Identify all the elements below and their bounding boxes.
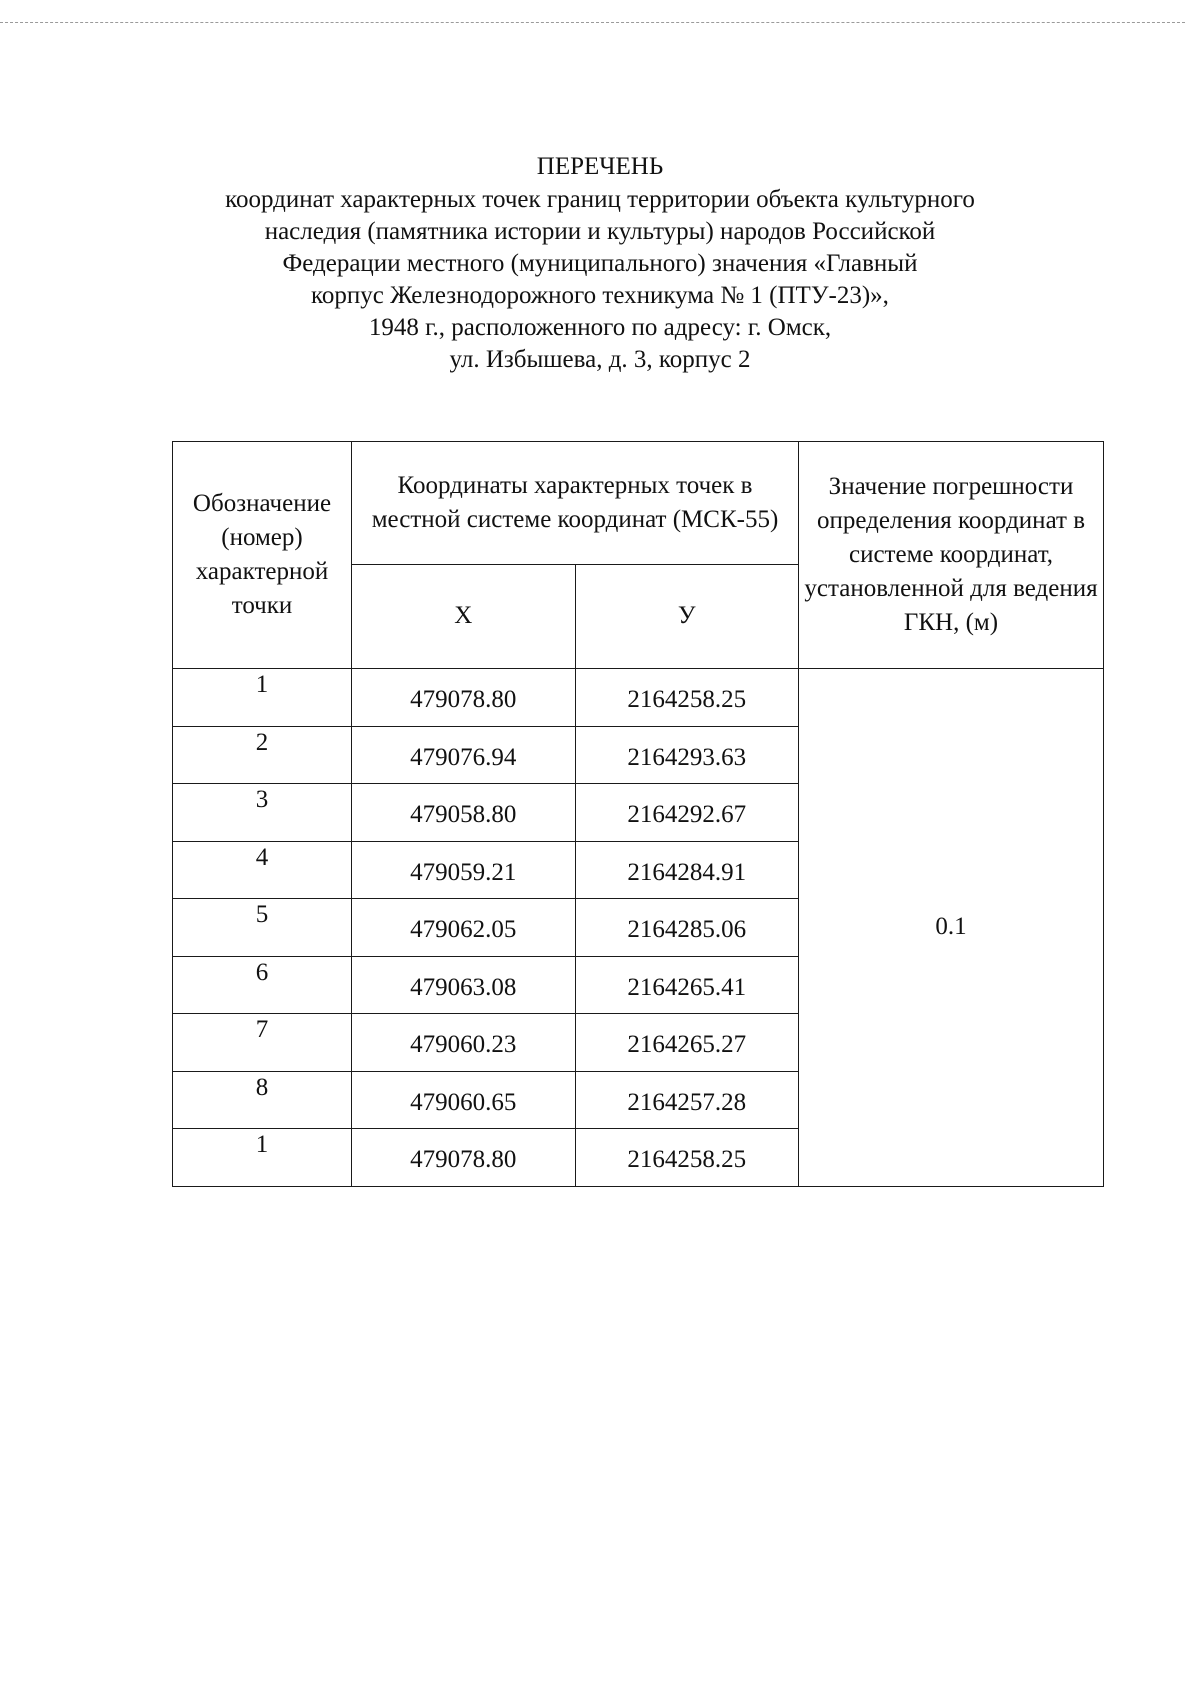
scan-edge-line: [0, 22, 1185, 23]
x-value: 479059.21: [352, 841, 576, 899]
point-number: 6: [173, 956, 352, 1014]
x-value: 479076.94: [352, 726, 576, 784]
x-value: 479060.23: [352, 1014, 576, 1072]
table-row: [173, 669, 1104, 727]
point-number: 7: [173, 1014, 352, 1072]
subtitle-line: Федерации местного (муниципального) значения «Главный: [282, 250, 918, 277]
header-coordinates: Координаты характерных точек в местной системе координат (МСК-55): [352, 442, 799, 565]
point-number: 2: [173, 726, 352, 784]
y-value: 2164284.91: [575, 841, 799, 899]
point-number: 8: [173, 1071, 352, 1129]
header-point-designation: Обозначение (номер) характерной точки: [173, 442, 352, 669]
subtitle-line: координат характерных точек границ территории объекта культурного: [225, 186, 975, 213]
point-number: 1: [173, 669, 352, 727]
x-value: 479078.80: [352, 669, 576, 727]
y-value: 2164292.67: [575, 784, 799, 842]
y-value: 2164258.25: [575, 1129, 799, 1187]
subtitle-line: корпус Железнодорожного техникума № 1 (ПТУ-23)»,: [311, 282, 889, 309]
coordinates-table: [172, 441, 1104, 1187]
y-value: 2164293.63: [575, 726, 799, 784]
x-value: 479058.80: [352, 784, 576, 842]
header-y: У: [575, 564, 799, 668]
y-value: 2164265.41: [575, 956, 799, 1014]
document-subtitle: [0, 184, 1200, 376]
point-number: 4: [173, 841, 352, 899]
subtitle-line: ул. Избышева, д. 3, корпус 2: [449, 346, 751, 373]
header-x: Х: [352, 564, 576, 668]
x-value: 479063.08: [352, 956, 576, 1014]
document-heading: [0, 150, 1200, 376]
document-title: ПЕРЕЧЕНЬ: [536, 153, 664, 180]
subtitle-line: 1948 г., расположенного по адресу: г. Омск,: [368, 314, 832, 341]
point-number: 1: [173, 1129, 352, 1187]
point-number: 3: [173, 784, 352, 842]
y-value: 2164258.25: [575, 669, 799, 727]
error-value: 0.1: [799, 669, 1104, 1187]
y-value: 2164257.28: [575, 1071, 799, 1129]
x-value: 479060.65: [352, 1071, 576, 1129]
point-number: 5: [173, 899, 352, 957]
header-error-value: Значение погрешности определения координат в системе координат, установленной для ведения ГКН, (м): [799, 442, 1104, 669]
x-value: 479062.05: [352, 899, 576, 957]
subtitle-line: наследия (памятника истории и культуры) народов Российской: [264, 218, 936, 245]
y-value: 2164265.27: [575, 1014, 799, 1072]
x-value: 479078.80: [352, 1129, 576, 1187]
y-value: 2164285.06: [575, 899, 799, 957]
